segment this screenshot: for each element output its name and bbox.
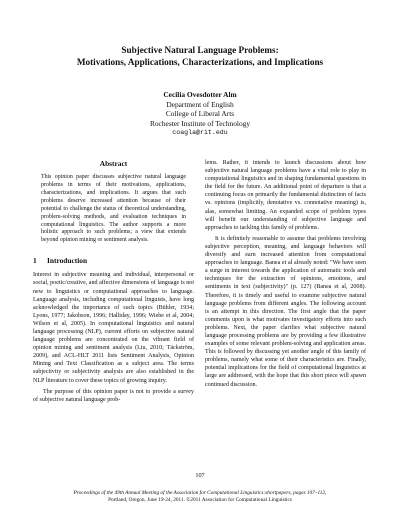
title-line-2: Motivations, Applications, Characterizations, and Implications (76, 57, 324, 67)
section-title: Introduction (47, 256, 88, 266)
left-column (33, 160, 194, 404)
footer-line-2: Portland, Oregon, June 19-24, 2011. ©2011 Association for Computational Linguistics (108, 496, 292, 503)
right-column (205, 159, 366, 389)
author-email[interactable]: coagla@rit.edu (172, 129, 228, 137)
right-paragraph-1: lems. Rather, it intends to launch discussions about how subjective natural language problems have a vital role to play in computational linguistics and in shaping fundamental questions in the field for the future. An additional point of departure is that a continuing focus on primarily the fundamental distinction of facts vs. opinions (implicitly, denotative vs. connotative meaning) is, alas, somewhat limiting. An expanded scope of problem types will benefit our understanding of subjective language and approaches to tackling this family of problems. (205, 160, 366, 231)
author-department: Department of English (166, 99, 234, 109)
page-number: 107 (195, 472, 205, 479)
proceedings-footer (30, 490, 370, 504)
author-block (100, 90, 300, 138)
intro-paragraph-1: Interest in subjective meaning and individual, interpersonal or social, poetic/creative, and affective dimensions of language is not new to linguistics or computational approaches to language. Language analysis, including computational linguists, have long acknowledged the importance of such topics (Bühler, 1934; Lyons, 1977; Jakobson, 1996; Halliday, 1996; Wiebe et al, 2004; Wilson et al, 2005). In computational linguistics and natural language processing (NLP), current efforts on subjective natural language problems are concentrated on the vibrant field of opinion mining and sentiment analysis (Liu, 2010; Täckström, 2009), and ACL-HLT 2011 lists Sentiment Analysis, Opinion Mining and Text Classification as a subject area. The terms subjectivity or subjectivity analysis are also established in the NLP literature to cover these topics of growing inquiry. (33, 272, 194, 384)
footer-line-1: Proceedings of the 49th Annual Meeting of the Association for Computational Linguistics:shortpapers, pages 107–112, (73, 490, 327, 496)
intro-paragraph-2: The purpose of this opinion paper is not to provide a survey of subjective natural language prob- (33, 388, 194, 403)
section-heading-introduction (33, 257, 194, 265)
abstract-text: This opinion paper discusses subjective natural language problems in terms of their motivations, applications, characterizations, and implications. It argues that such problems deserve increased attention because of their potential to challenge the status of theoretical understanding, problem-solving methods, and evaluation techniques in computational linguistics. The author supports a more holistic approach to such problems; a view that extends beyond opinion mining or sentiment analysis. (41, 174, 186, 244)
section-number: 1 (33, 256, 37, 266)
title-line-1: Subjective Natural Language Problems: (121, 45, 279, 55)
abstract-heading: Abstract (99, 159, 128, 168)
author-college: College of Liberal Arts (165, 109, 235, 119)
right-paragraph-2: It is definitely reasonable to assume that problems involving subjective perception, meaning, and language behaviors will diversify and earn increased attention from computational approaches to language. Banea et al already noted: "We have seen a surge in interest towards the application of automatic tools and techniques for the extraction of opinions, emotions, and sentiments in text (subjectivity)" (p. 127) (Banea et al, 2008). Therefore, it is timely and useful to examine subjective natural language problems from different angles. The following account is an attempt in this direction. The first angle that the paper comments upon is what motivates investigatory efforts into such problems. Next, the paper clarifies what subjective natural language processing problems are by providing a few illustrative examples of some relevant problem-solving and application areas. This is followed by discussing yet another angle of this family of problems, namely what some of their characteristics are. Finally, potential implications for the field of computational linguistics at large are addressed, with the hope that this short piece will spawn continued discussion. (205, 235, 366, 388)
author-name: Cecilia Ovesdotter Alm (163, 90, 237, 99)
author-institute: Rochester Institute of Technology (149, 118, 251, 128)
paper-title (30, 44, 370, 68)
